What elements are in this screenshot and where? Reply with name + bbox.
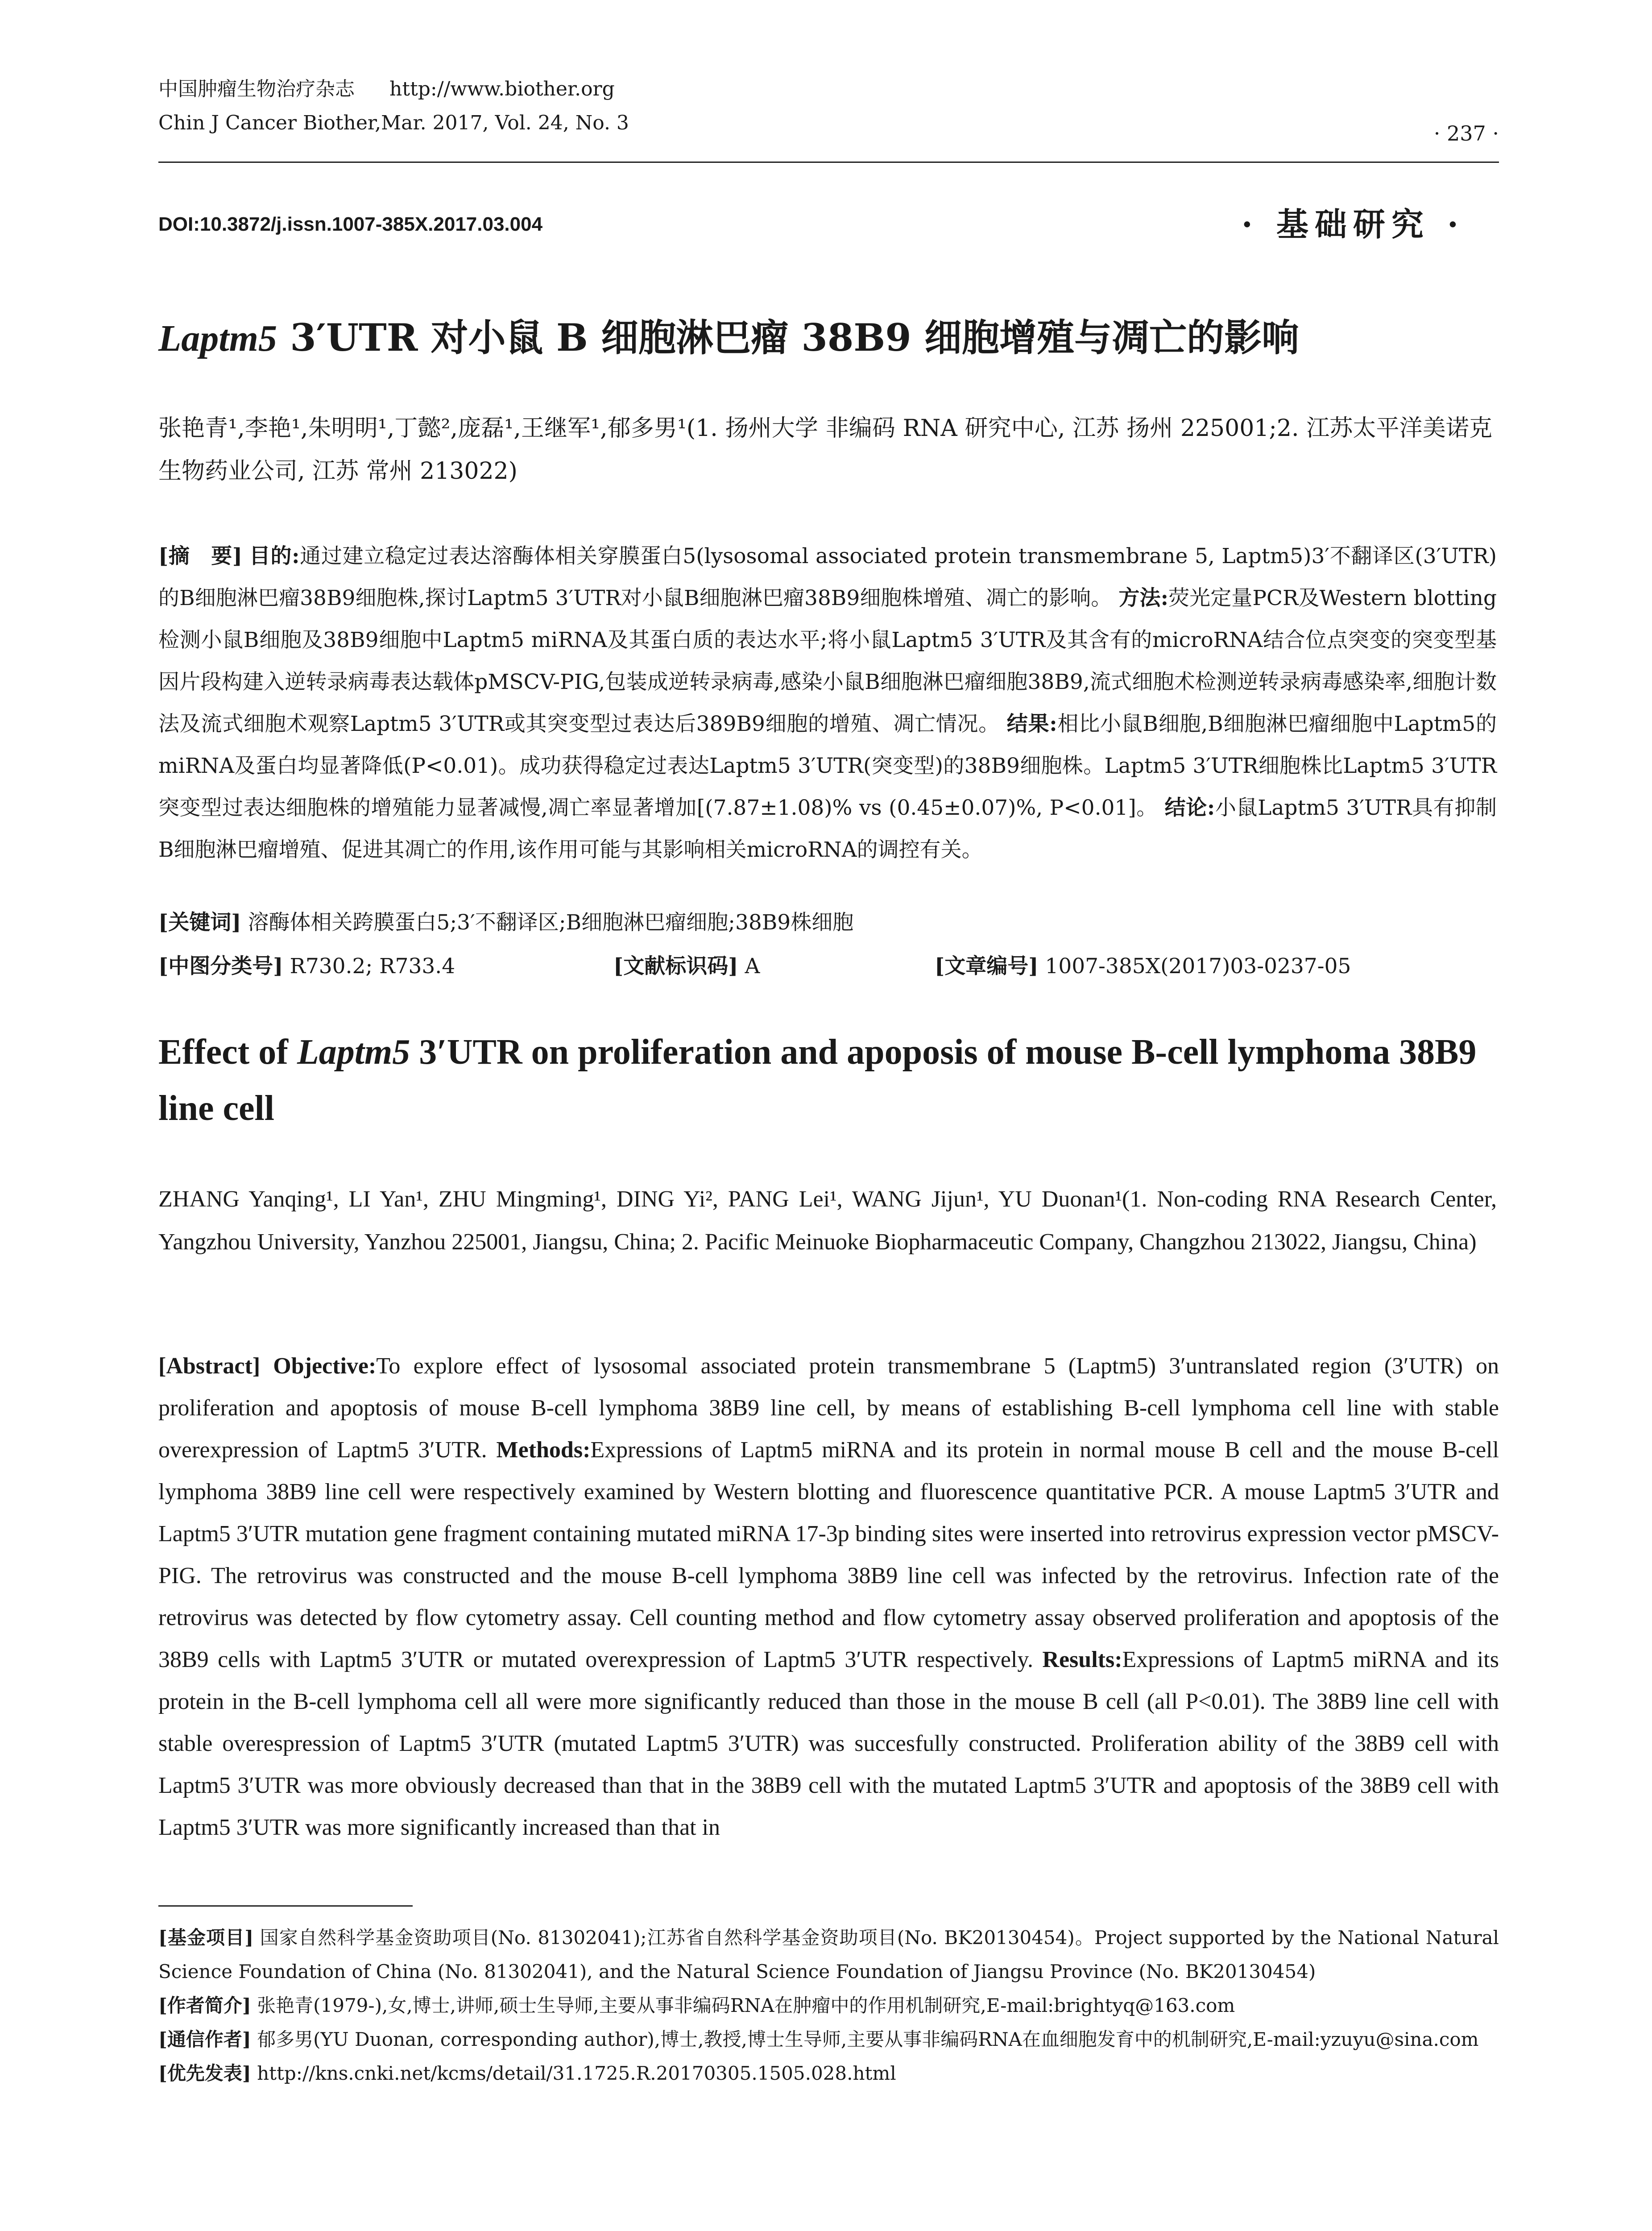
english-title-gene: Laptm5 xyxy=(297,1033,410,1072)
corresponding-label: [通信作者] xyxy=(158,2028,251,2050)
journal-name-cn: 中国肿瘤生物治疗杂志 xyxy=(158,78,355,100)
article-no-value: 1007-385X(2017)03-0237-05 xyxy=(1045,954,1351,979)
header-rule xyxy=(158,162,1499,163)
article-no-item xyxy=(935,950,1351,979)
english-methods: Expressions of Laptm5 miRNA and its protein in normal mouse B cell and the mouse B-cell lymphoma 38B9 line cell were respectively examined by Western blotting and fluorescence quantitative PCR. A mouse Laptm5 3′UTR and Laptm5 3′UTR mutation gene fragment containing mutated miRNA 17-3p binding sites were inserted into retrovirus expression vector pMSCV-PIG. The retrovirus was constructed and the mouse B-cell lymphoma 38B9 line cell was infected by the retrovirus. Infection rate of the retrovirus was detected by flow cytometry assay. Cell counting method and flow cytometry assay observed proliferation and apoptosis of the 38B9 cells with Laptm5 3′UTR or mutated overexpression of Laptm5 3′UTR respectively. xyxy=(158,1437,1499,1672)
clc-label: [中图分类号] xyxy=(158,954,283,979)
english-objective: To explore effect of lysosomal associated protein transmembrane 5 (Laptm5) 3′untranslated region (3′UTR) on proliferation and apoptosis of mouse B-cell lymphoma 38B9 line cell, by means of establishing B-cell lymphoma cell line with stable overexpression of Laptm5 3′UTR. xyxy=(158,1353,1499,1463)
online-link[interactable]: http://kns.cnki.net/kcms/detail/31.1725.R.20170305.1505.028.html xyxy=(257,2062,896,2084)
chinese-methods: 荧光定量PCR及Western blotting检测小鼠B细胞及38B9细胞中Laptm5 miRNA及其蛋白质的表达水平;将小鼠Laptm5 3′UTR及其含有的microRNA结合位点突变的突变型基因片段构建入逆转录病毒表达载体pMSCV-PIG,包装成逆转录病毒,感染小鼠B细胞淋巴瘤细胞38B9,流式细胞术检测逆转录病毒感染率,细胞计数法及流式细胞术观察Laptm5 3′UTR或其突变型过表达后389B9细胞的增殖、凋亡情况。 xyxy=(158,586,1497,736)
chinese-title-text: 3′UTR 对小鼠 B 细胞淋巴瘤 38B9 细胞增殖与凋亡的影响 xyxy=(277,315,1299,360)
english-abstract xyxy=(158,1345,1499,1849)
clc-value: R730.2; R733.4 xyxy=(290,954,455,979)
english-title xyxy=(158,1024,1499,1136)
doccode-value: A xyxy=(745,954,760,979)
doi: DOI:10.3872/j.issn.1007-385X.2017.03.004 xyxy=(158,213,543,235)
keywords: 溶酶体相关跨膜蛋白5;3′不翻译区;B细胞淋巴瘤细胞;38B9株细胞 xyxy=(248,910,854,935)
english-title-part2: 3′UTR on proliferation and apoposis of mouse B-cell lymphoma 38B9 line cell xyxy=(158,1033,1477,1128)
clc-item xyxy=(158,950,455,979)
footnote-corresponding xyxy=(158,2023,1499,2057)
article-no-label: [文章编号] xyxy=(935,954,1039,979)
journal-citation: Chin J Cancer Biother,Mar. 2017, Vol. 24, No. 3 xyxy=(158,112,629,134)
chinese-abstract-label: [摘 要] xyxy=(158,544,243,568)
author-bio-text: 张艳青(1979-),女,博士,讲师,硕士生导师,主要从事非编码RNA在肿瘤中的作用机制研究,E-mail:brightyq@163.com xyxy=(257,1995,1235,2016)
chinese-methods-label: 方法: xyxy=(1118,586,1168,610)
chinese-title xyxy=(158,308,1299,362)
english-results: Expressions of Laptm5 miRNA and its protein in the B-cell lymphoma cell all were more significantly reduced than those in the mouse B cell (all P<0.01). The 38B9 line cell with stable overespression of Laptm5 3′UTR (mutated Laptm5 3′UTR) was succesfully constructed. Proliferation ability of the 38B9 cell with Laptm5 3′UTR was more obviously decreased than that in the 38B9 cell with the mutated Laptm5 3′UTR and apoptosis of the 38B9 cell with Laptm5 3′UTR was more significantly increased than that in xyxy=(158,1647,1499,1840)
english-abstract-label: [Abstract] xyxy=(158,1353,261,1379)
classification-row xyxy=(158,950,1499,981)
footnote-online xyxy=(158,2057,1499,2090)
chinese-objective: 通过建立稳定过表达溶酶体相关穿膜蛋白5(lysosomal associated protein transmembrane 5, Laptm5)3′不翻译区(3′UTR)的B细胞淋巴瘤38B9细胞株,探讨Laptm5 3′UTR对小鼠B细胞淋巴瘤38B9细胞株增殖、凋亡的影响。 xyxy=(158,544,1497,610)
chinese-abstract xyxy=(158,535,1497,871)
chinese-objective-label: 目的: xyxy=(249,544,300,568)
english-results-label: Results: xyxy=(1042,1647,1122,1672)
fund-text: 国家自然科学基金资助项目(No. 81302041);江苏省自然科学基金资助项目(No. BK20130454)。Project supported by the National Natural Science Foundation of China (No. 81302041), and the Natural Science Foundation of Jiangsu Province (No. BK20130454) xyxy=(158,1927,1499,1982)
online-label: [优先发表] xyxy=(158,2062,251,2084)
chinese-conclusion: 小鼠Laptm5 3′UTR具有抑制B细胞淋巴瘤增殖、促进其凋亡的作用,该作用可能与其影响相关microRNA的调控有关。 xyxy=(158,796,1497,862)
english-authors: ZHANG Yanqing¹, LI Yan¹, ZHU Mingming¹, DING Yi², PANG Lei¹, WANG Jijun¹, YU Duonan¹(1. Non-coding RNA Research Center, Yangzhou University, Yanzhou 225001, Jiangsu, China; 2. Pacific Meinuoke Biopharmaceutic Company, Changzhou 213022, Jiangsu, China) xyxy=(158,1186,1497,1255)
english-methods-label: Methods: xyxy=(496,1437,591,1463)
corresponding-text: 郁多男(YU Duonan, corresponding author),博士,教授,博士生导师,主要从事非编码RNA在血细胞发育中的机制研究,E-mail:yzuyu@sina.com xyxy=(257,2028,1479,2050)
doccode-label: [文献标识码] xyxy=(613,954,738,979)
section-label: · 基础研究 · xyxy=(1241,205,1465,243)
english-title-part1: Effect of xyxy=(158,1033,297,1072)
fund-label: [基金项目] xyxy=(158,1927,254,1949)
author-bio-label: [作者简介] xyxy=(158,1995,251,2016)
chinese-title-gene: Laptm5 xyxy=(158,318,277,359)
journal-header-cn xyxy=(158,73,615,101)
english-objective-label: Objective: xyxy=(273,1353,377,1379)
chinese-keywords xyxy=(158,906,853,936)
page-number: · 237 · xyxy=(1433,121,1499,145)
footnote-author xyxy=(158,1989,1499,2023)
keywords-label: [关键词] xyxy=(158,910,241,935)
doccode-item xyxy=(613,950,760,979)
footnote-rule xyxy=(158,1905,413,1907)
journal-url[interactable]: http://www.biother.org xyxy=(389,78,615,100)
chinese-results-label: 结果: xyxy=(1006,712,1057,736)
chinese-conclusion-label: 结论: xyxy=(1164,796,1215,820)
chinese-authors: 张艳青¹,李艳¹,朱明明¹,丁懿²,庞磊¹,王继军¹,郁多男¹(1. 扬州大学 非编码 RNA 研究中心, 江苏 扬州 225001;2. 江苏太平洋美诺克生物药业公司, 江苏 常州 213022) xyxy=(158,415,1492,485)
footnote-fund xyxy=(158,1921,1499,1989)
chinese-results: 相比小鼠B细胞,B细胞淋巴瘤细胞中Laptm5的miRNA及蛋白均显著降低(P<0.01)。成功获得稳定过表达Laptm5 3′UTR(突变型)的38B9细胞株。Laptm5 3′UTR细胞株比Laptm5 3′UTR突变型过表达细胞株的增殖能力显著减慢,凋亡率显著增加[(7.87±1.08)% vs (0.45±0.07)%, P<0.01]。 xyxy=(158,712,1497,820)
footnotes xyxy=(158,1921,1499,2090)
